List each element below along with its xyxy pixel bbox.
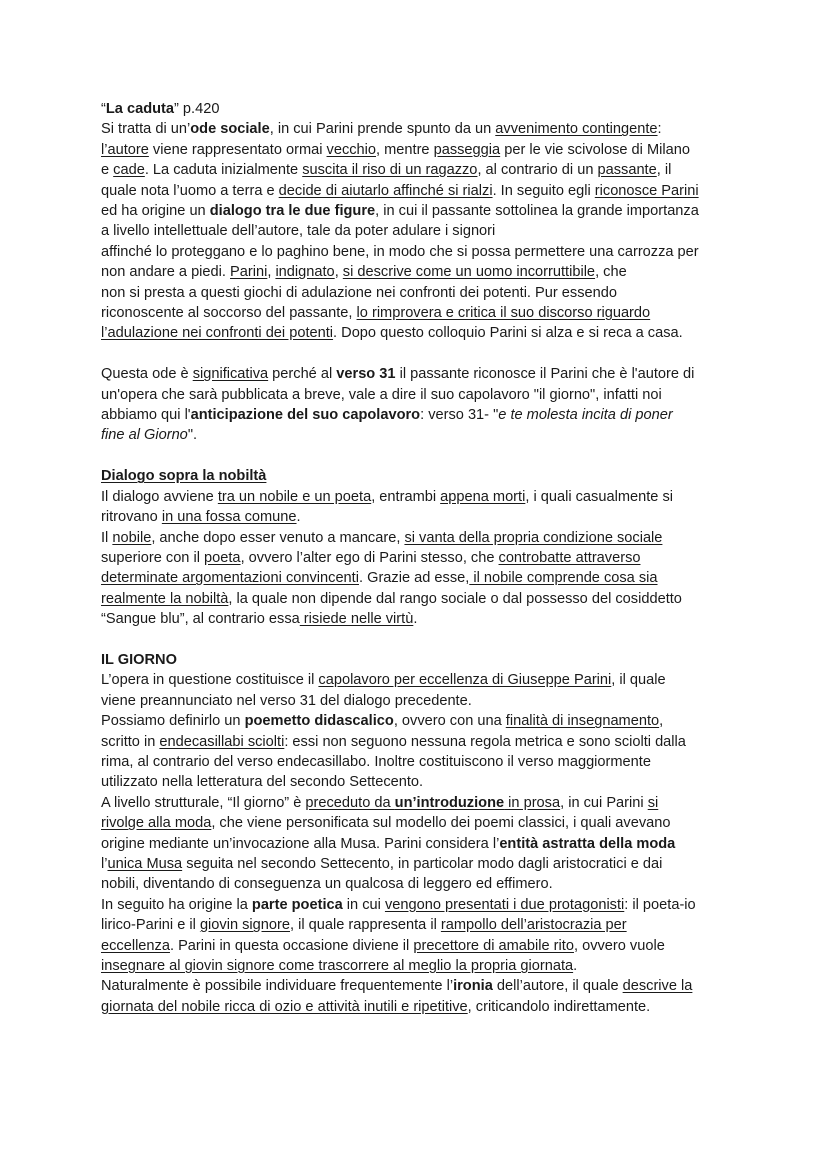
section-heading-dialogo: Dialogo sopra la nobiltà bbox=[101, 468, 267, 485]
paragraph-il-giorno: L’opera in questione costituisce il capolavoro per eccellenza di Giuseppe Parini, il quale viene preannunciato nel verso 31 del dialogo precedente. Possiamo definirlo un poemetto didascalico, ovvero con una finalità di insegnamento, scritto in endecasillabi sciolti: essi non seguono nessuna regola metrica e sono sciolti dalla rima, al contrario del verso endecasillabo. Inoltre costituiscono il verso maggiormente utilizzato nella letteratura del secondo Settecento. A livello strutturale, “Il giorno” è preceduto da un’introduzione in prosa, in cui Parini si rivolge alla moda, che viene personificata sul modello dei poemi classici, i quali avevano origine mediante un’invocazione alla Musa. Parini considera l’entità astratta della moda l’unica Musa seguita nel secondo Settecento, in particolar modo dagli aristocratici e dai nobili, diventando di conseguenza un qualcosa di leggero ed effimero. In seguito ha origine la parte poetica in cui vengono presentati i due protagonisti: il poeta-io lirico-Parini e il giovin signore, il quale rappresenta il rampollo dell’aristocrazia per eccellenza. Parini in questa occasione diviene il precettore di amabile rito, ovvero vuole insegnare al giovin signore come trascorrere al meglio la propria giornata. Naturalmente è possibile individuare frequentemente l’ironia dell’autore, il quale descrive la giornata del nobile ricca di ozio e attività inutili e ripetitive, criticandolo indirettamente. bbox=[101, 672, 696, 1015]
paragraph-spacer bbox=[101, 446, 741, 466]
paragraph-spacer bbox=[101, 344, 741, 364]
section-heading-la-caduta: “La caduta” p.420 bbox=[101, 101, 220, 117]
paragraph-spacer bbox=[101, 630, 741, 650]
paragraph-verso-31: Questa ode è significativa perché al verso 31 il passante riconosce il Parini che è l'autore di un'opera che sarà pubblicata a breve, vale a dire il suo capolavoro "il giorno", infatti noi abbiamo qui l'anticipazione del suo capolavoro: verso 31- "e te molesta incita di poner fine al Giorno". bbox=[101, 366, 695, 444]
section-heading-il-giorno: IL GIORNO bbox=[101, 651, 177, 668]
paragraph-dialogo: Il dialogo avviene tra un nobile e un poeta, entrambi appena morti, i quali casualmente si ritrovano in una fossa comune. Il nobile, anche dopo esser venuto a mancare, si vanta della propria condizione sociale superiore con il poeta, ovvero l’alter ego di Parini stesso, che controbatte attraverso determinate argomentazioni convincenti. Grazie ad esse, il nobile comprende cosa sia realmente la nobiltà, la quale non dipende dal rango sociale o dal possesso del cosiddetto “Sangue blu”, al contrario essa risiede nelle virtù. bbox=[101, 488, 682, 628]
paragraph-la-caduta: Si tratta di un’ode sociale, in cui Parini prende spunto da un avvenimento contingente: l’autore viene rappresentato ormai vecchio, mentre passeggia per le vie scivolose di Milano e cade. La caduta inizialmente suscita il riso di un ragazzo, al contrario di un passante, il quale nota l’uomo a terra e decide di aiutarlo affinché si rialzi. In seguito egli riconosce Parini ed ha origine un dialogo tra le due figure, in cui il passante sottolinea la grande importanza a livello intellettuale dell’autore, tale da poter adulare i signori affinché lo proteggano e lo paghino bene, in modo che si possa permettere una carrozza per non andare a piedi. Parini, indignato, si descrive come un uomo incorruttibile, che non si presta a questi giochi di adulazione nei confronti dei potenti. Pur essendo riconoscente al soccorso del passante, lo rimprovera e critica il suo discorso riguardo l’adulazione nei confronti dei potenti. Dopo questo colloquio Parini si alza e si reca a casa. bbox=[101, 121, 699, 342]
document-body bbox=[101, 99, 741, 1017]
